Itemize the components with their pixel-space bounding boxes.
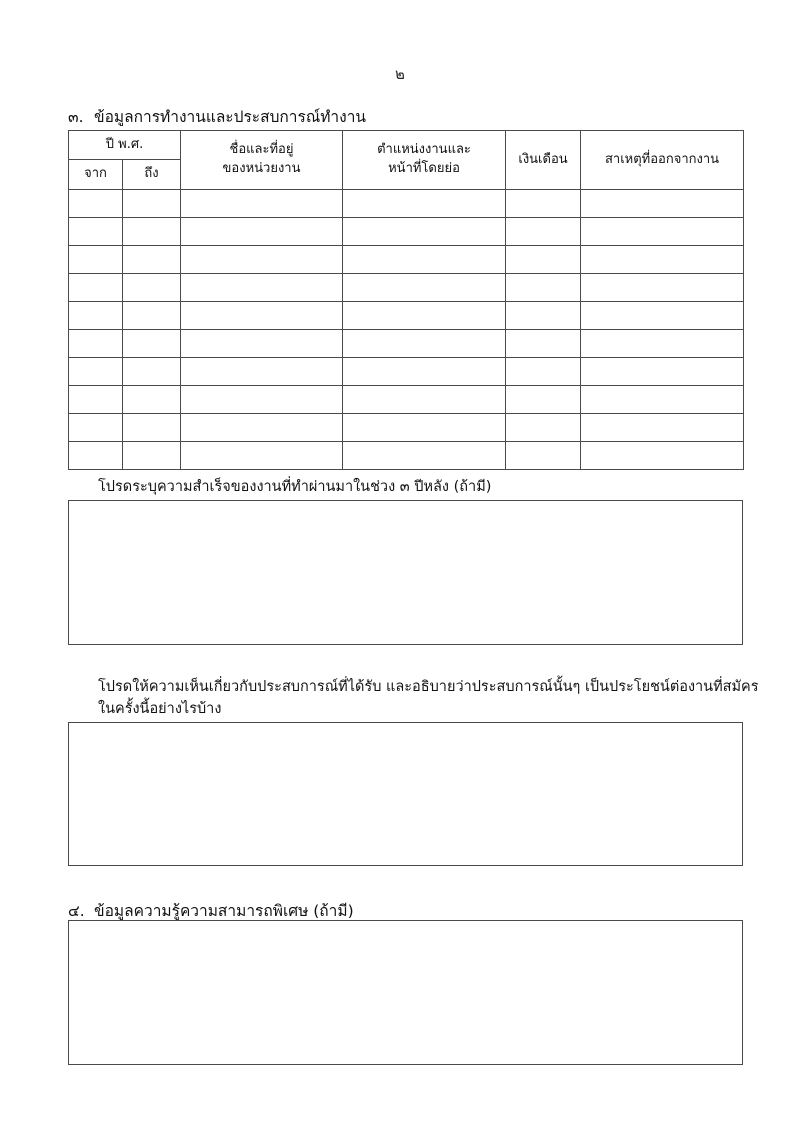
work-experience-table <box>68 130 744 470</box>
cell-year-to[interactable] <box>123 190 181 218</box>
column-header-year-group: ปี พ.ศ. <box>69 131 181 160</box>
cell-reason-leaving[interactable] <box>581 302 744 330</box>
cell-salary[interactable] <box>506 358 581 386</box>
cell-position[interactable] <box>343 330 506 358</box>
column-header-year-from: จาก <box>69 160 123 190</box>
table-row <box>69 302 744 330</box>
cell-reason-leaving[interactable] <box>581 190 744 218</box>
section-title-work-experience: ข้อมูลการทำงานและประสบการณ์ทำงาน <box>94 108 367 126</box>
work-experience-table-header <box>69 131 744 190</box>
column-header-position-line1: ตำแหน่งงานและ <box>377 142 471 158</box>
cell-organization[interactable] <box>181 218 343 246</box>
experience-opinion-prompt <box>98 676 759 721</box>
cell-position[interactable] <box>343 190 506 218</box>
cell-salary[interactable] <box>506 190 581 218</box>
cell-organization[interactable] <box>181 330 343 358</box>
cell-salary[interactable] <box>506 330 581 358</box>
cell-year-from[interactable] <box>69 246 123 274</box>
cell-position[interactable] <box>343 274 506 302</box>
cell-year-from[interactable] <box>69 330 123 358</box>
achievements-prompt-line1: โปรดระบุความสำเร็จของงานที่ทำผ่านมาในช่วง ๓ ปีหลัง (ถ้ามี) <box>98 479 492 495</box>
cell-year-from[interactable] <box>69 414 123 442</box>
cell-year-from[interactable] <box>69 442 123 470</box>
cell-position[interactable] <box>343 358 506 386</box>
section-title-special-skills: ข้อมูลความรู้ความสามารถพิเศษ (ถ้ามี) <box>94 902 354 920</box>
cell-salary[interactable] <box>506 218 581 246</box>
cell-year-to[interactable] <box>123 330 181 358</box>
cell-salary[interactable] <box>506 302 581 330</box>
cell-reason-leaving[interactable] <box>581 358 744 386</box>
cell-year-to[interactable] <box>123 218 181 246</box>
cell-reason-leaving[interactable] <box>581 330 744 358</box>
cell-year-from[interactable] <box>69 218 123 246</box>
achievements-answer-box[interactable] <box>68 500 743 645</box>
cell-year-to[interactable] <box>123 302 181 330</box>
cell-position[interactable] <box>343 218 506 246</box>
column-header-reason-leaving: สาเหตุที่ออกจากงาน <box>581 131 744 190</box>
table-row <box>69 274 744 302</box>
experience-opinion-answer-box[interactable] <box>68 722 743 866</box>
cell-salary[interactable] <box>506 246 581 274</box>
achievements-prompt <box>98 476 491 498</box>
cell-organization[interactable] <box>181 358 343 386</box>
cell-reason-leaving[interactable] <box>581 274 744 302</box>
cell-reason-leaving[interactable] <box>581 442 744 470</box>
cell-year-from[interactable] <box>69 386 123 414</box>
special-skills-answer-box[interactable] <box>68 920 743 1065</box>
cell-year-to[interactable] <box>123 386 181 414</box>
table-row <box>69 414 744 442</box>
cell-reason-leaving[interactable] <box>581 386 744 414</box>
cell-reason-leaving[interactable] <box>581 414 744 442</box>
cell-position[interactable] <box>343 414 506 442</box>
cell-year-from[interactable] <box>69 274 123 302</box>
column-header-organization-line2: ของหน่วยงาน <box>222 161 301 176</box>
cell-year-from[interactable] <box>69 190 123 218</box>
table-row <box>69 218 744 246</box>
table-row <box>69 246 744 274</box>
cell-year-to[interactable] <box>123 442 181 470</box>
table-row <box>69 190 744 218</box>
table-row <box>69 358 744 386</box>
cell-salary[interactable] <box>506 442 581 470</box>
table-row <box>69 442 744 470</box>
experience-opinion-prompt-line1: โปรดให้ความเห็นเกี่ยวกับประสบการณ์ที่ได้รับ และอธิบายว่าประสบการณ์นั้นๆ เป็นประโยชน์ต่องานที่สมัคร <box>98 679 759 695</box>
table-header-row-group <box>69 131 744 160</box>
cell-position[interactable] <box>343 386 506 414</box>
cell-year-to[interactable] <box>123 274 181 302</box>
cell-salary[interactable] <box>506 414 581 442</box>
column-header-salary: เงินเดือน <box>506 131 581 190</box>
cell-organization[interactable] <box>181 386 343 414</box>
cell-reason-leaving[interactable] <box>581 218 744 246</box>
cell-year-from[interactable] <box>69 358 123 386</box>
page-number: ๒ <box>395 65 405 83</box>
cell-reason-leaving[interactable] <box>581 246 744 274</box>
experience-opinion-prompt-line2: ในครั้งนี้อย่างไรบ้าง <box>98 701 222 718</box>
cell-organization[interactable] <box>181 302 343 330</box>
cell-year-to[interactable] <box>123 246 181 274</box>
section-heading-work-experience <box>68 104 366 129</box>
cell-salary[interactable] <box>506 386 581 414</box>
table-row <box>69 330 744 358</box>
cell-organization[interactable] <box>181 246 343 274</box>
section-number-work-experience: ๓. <box>68 108 84 126</box>
cell-organization[interactable] <box>181 190 343 218</box>
section-number-special-skills: ๔. <box>68 902 85 920</box>
cell-organization[interactable] <box>181 274 343 302</box>
column-header-position-line2: หน้าที่โดยย่อ <box>388 161 460 176</box>
column-header-position <box>343 131 506 190</box>
work-experience-table-body <box>69 190 744 470</box>
cell-salary[interactable] <box>506 274 581 302</box>
cell-year-from[interactable] <box>69 302 123 330</box>
cell-position[interactable] <box>343 302 506 330</box>
cell-position[interactable] <box>343 246 506 274</box>
cell-position[interactable] <box>343 442 506 470</box>
cell-year-to[interactable] <box>123 414 181 442</box>
column-header-year-to: ถึง <box>123 160 181 190</box>
column-header-organization-line1: ชื่อและที่อยู่ <box>229 142 294 158</box>
table-row <box>69 386 744 414</box>
cell-organization[interactable] <box>181 442 343 470</box>
cell-organization[interactable] <box>181 414 343 442</box>
cell-year-to[interactable] <box>123 358 181 386</box>
column-header-organization <box>181 131 343 190</box>
